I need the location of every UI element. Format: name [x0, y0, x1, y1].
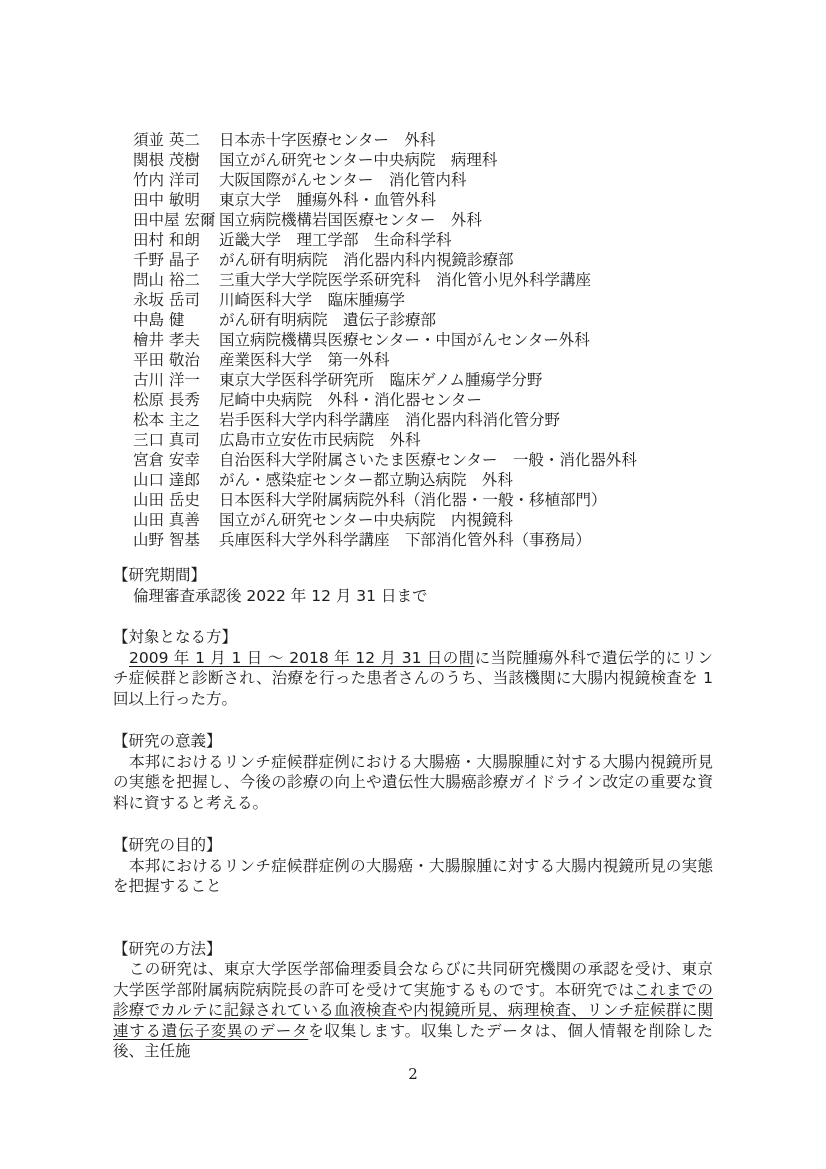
member-row — [133, 350, 713, 370]
member-affiliation: 東京大学医科学研究所 臨床ゲノム腫瘍学分野 — [219, 371, 543, 389]
method-heading: 【研究の方法】 — [113, 939, 222, 958]
member-name: 古川 洋一 — [133, 371, 200, 389]
eligible-subjects-text: に当院腫瘍外科で遺伝学的にリンチ症候群と診断され、治療を行った患者さんのうち、当該機関に大腸内視鏡検査を 1 回以上行った方。 — [113, 648, 713, 708]
member-name: 檜井 孝夫 — [133, 331, 200, 349]
purpose-heading: 【研究の目的】 — [113, 836, 222, 854]
member-row — [133, 290, 713, 310]
member-affiliation: がん研有明病院 遺伝子診療部 — [219, 311, 437, 329]
research-period-body: 倫理審査承認後 2022 年 12 月 31 日まで — [133, 586, 428, 605]
member-row — [133, 530, 713, 550]
underlined-date-range: 2009 年 1 月 1 日 ～ 2018 年 12 月 31 日の間 — [129, 648, 475, 667]
method-body — [113, 959, 713, 1062]
member-affiliation: 広島市立安佐市民病院 外科 — [219, 431, 421, 449]
section-research-period — [113, 565, 713, 606]
member-affiliation: 岩手医科大学内科学講座 消化器内科消化管分野 — [219, 411, 561, 429]
section-purpose — [113, 835, 713, 897]
member-name: 三口 真司 — [133, 431, 200, 449]
purpose-body: 本邦におけるリンチ症候群症例の大腸癌・大腸腺腫に対する大腸内視鏡所見の実態を把握すること — [113, 856, 713, 895]
significance-body: 本邦におけるリンチ症候群症例における大腸癌・大腸腺腫に対する大腸内視鏡所見の実態を把握し、今後の診療の向上や遺伝性大腸癌診療ガイドライン改定の重要な資料に資すると考える。 — [113, 752, 713, 812]
member-row — [133, 490, 713, 510]
member-affiliation: 大阪国際がんセンター 消化管内科 — [219, 171, 467, 189]
member-name: 山田 真善 — [133, 511, 200, 529]
member-name: 平田 敬治 — [133, 351, 200, 369]
member-row — [133, 410, 713, 430]
member-affiliation: 国立病院機構岩国医療センター 外科 — [219, 211, 482, 229]
member-name: 松原 長秀 — [133, 391, 200, 409]
member-row — [133, 310, 713, 330]
member-affiliation: 日本医科大学附属病院外科（消化器・一般・移植部門） — [219, 491, 607, 509]
member-affiliation: 近畿大学 理工学部 生命科学科 — [219, 231, 452, 249]
member-row — [133, 450, 713, 470]
member-name: 関根 茂樹 — [133, 151, 200, 169]
member-name: 竹内 洋司 — [133, 171, 200, 189]
member-name: 中島 健 — [133, 311, 185, 329]
member-name: 須並 英二 — [133, 131, 200, 149]
member-affiliation: 国立がん研究センター中央病院 病理科 — [219, 151, 498, 169]
member-row — [133, 210, 713, 230]
member-name: 田中屋 宏爾 — [133, 211, 216, 229]
member-row — [133, 370, 713, 390]
member-row — [133, 190, 713, 210]
collaborator-list — [113, 130, 713, 550]
page-number: 2 — [408, 1065, 418, 1083]
member-name: 山田 岳史 — [133, 491, 200, 509]
member-name: 千野 晶子 — [133, 251, 200, 269]
member-affiliation: 産業医科大学 第一外科 — [219, 351, 390, 369]
member-row — [133, 390, 713, 410]
member-affiliation: 自治医科大学附属さいたま医療センター 一般・消化器外科 — [219, 451, 637, 469]
member-affiliation: 国立がん研究センター中央病院 内視鏡科 — [219, 511, 513, 529]
member-row — [133, 130, 713, 150]
significance-heading: 【研究の意義】 — [113, 732, 222, 750]
method-lead-text: この研究は、東京大学医学部倫理委員会ならびに共同研究機関の承認を受け、東京大学医学部附属病院病院長の許可を受けて実施するものです。本研究では — [113, 960, 713, 999]
section-eligible-subjects — [113, 627, 713, 709]
section-significance — [113, 731, 713, 813]
member-affiliation: 兵庫医科大学外科学講座 下部消化管外科（事務局） — [219, 531, 592, 549]
page-content — [113, 130, 713, 1062]
method-rest-text: を収集します。収集したデータは、個人情報を削除した後、主任施 — [113, 1021, 713, 1060]
member-affiliation: 川崎医科大学 臨床腫瘍学 — [219, 291, 406, 309]
member-affiliation: がん研有明病院 消化器内科内視鏡診療部 — [219, 251, 514, 269]
member-name: 宮倉 安幸 — [133, 451, 200, 469]
section-method — [113, 939, 713, 1062]
member-row — [133, 330, 713, 350]
member-row — [133, 430, 713, 450]
member-affiliation: がん・感染症センター都立駒込病院 外科 — [219, 471, 513, 489]
member-row — [133, 510, 713, 530]
member-name: 山野 智基 — [133, 531, 200, 549]
member-name: 田中 敏明 — [133, 191, 200, 209]
member-name: 松本 主之 — [133, 411, 200, 429]
member-row — [133, 230, 713, 250]
member-affiliation: 東京大学 腫瘍外科・血管外科 — [219, 191, 437, 209]
member-row — [133, 270, 713, 290]
member-affiliation: 国立病院機構呉医療センター・中国がんセンター外科 — [219, 331, 590, 349]
member-name: 田村 和朗 — [133, 231, 200, 249]
eligible-subjects-heading: 【対象となる方】 — [113, 628, 238, 646]
member-row — [133, 470, 713, 490]
research-period-heading: 【研究期間】 — [113, 566, 207, 584]
method-underlined-text: これまでの診療でカルテに記録されている血液検査や内視鏡所見、病理検査、リンチ症候群に関連する遺伝子変異のデータ — [113, 980, 713, 1040]
member-row — [133, 250, 713, 270]
eligible-subjects-body — [113, 648, 713, 710]
member-affiliation: 三重大学大学院医学系研究科 消化管小児外科学講座 — [219, 271, 592, 289]
member-row — [133, 170, 713, 190]
member-affiliation: 尼崎中央病院 外科・消化器センター — [219, 391, 482, 409]
member-row — [133, 150, 713, 170]
member-name: 山口 達郎 — [133, 471, 200, 489]
member-name: 問山 裕二 — [133, 271, 200, 289]
member-affiliation: 日本赤十字医療センター 外科 — [219, 131, 436, 149]
member-name: 永坂 岳司 — [133, 291, 200, 309]
